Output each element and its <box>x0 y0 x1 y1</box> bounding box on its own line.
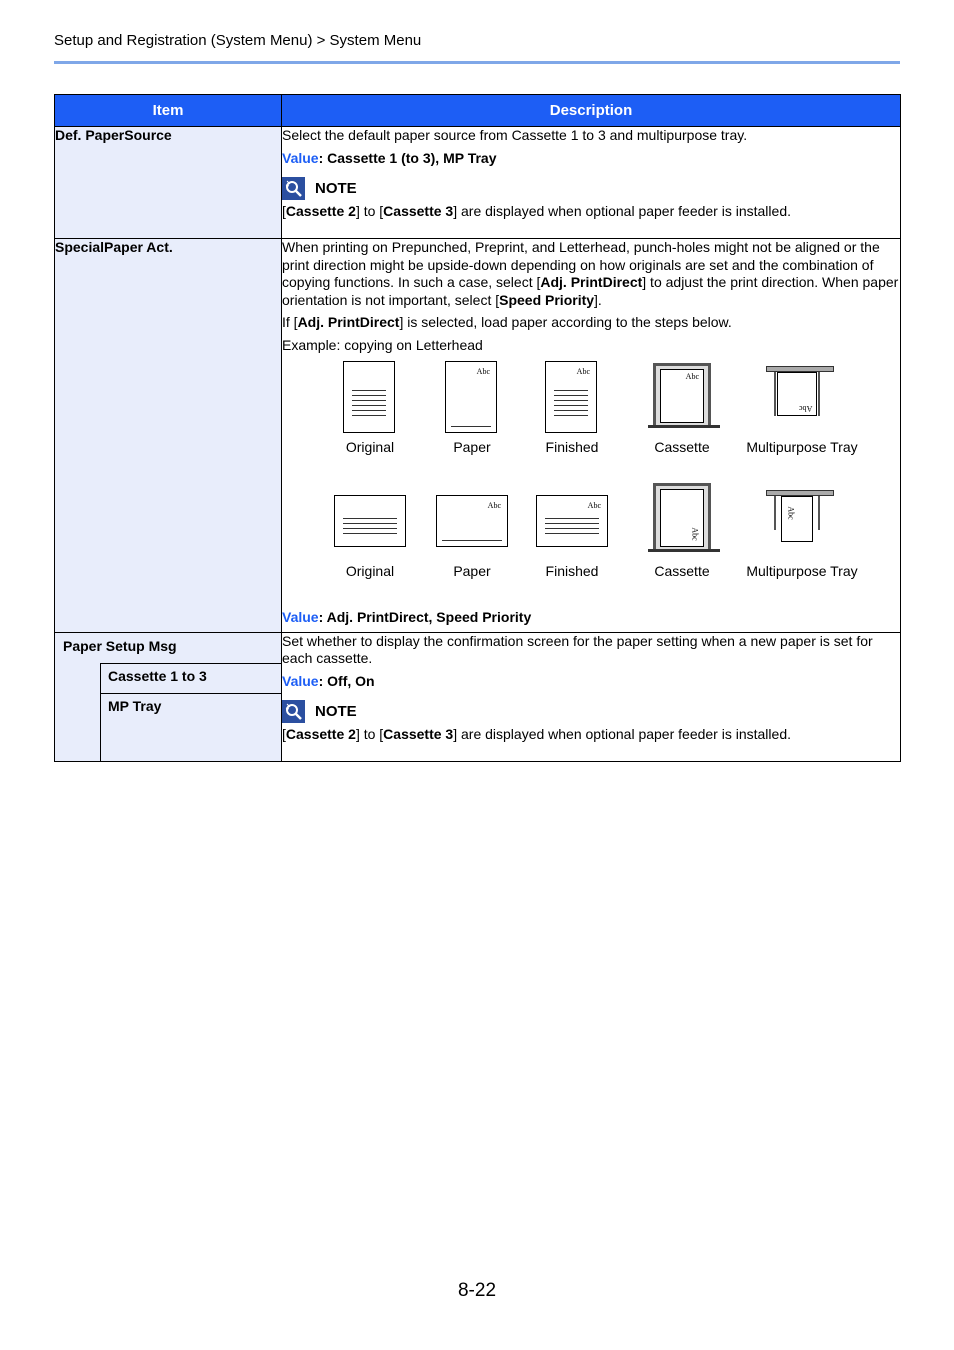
figure-finished <box>512 483 632 579</box>
figure-caption: Multipurpose Tray <box>746 563 858 579</box>
value-text: : Cassette 1 (to 3), MP Tray <box>318 149 497 166</box>
note-heading <box>282 177 900 200</box>
original-sheet-illustration <box>343 361 395 433</box>
description-text: Select the default paper source from Cassette 1 to 3 and multipurpose tray. <box>282 127 748 143</box>
description-text: Set whether to display the confirmation screen for the paper setting when a new paper is set for each cassette. <box>282 632 873 666</box>
figure-multipurpose-tray <box>742 483 862 579</box>
settings-table <box>54 94 901 762</box>
example-text: Example: copying on Letterhead <box>282 336 483 353</box>
paper-sheet-illustration: Abc <box>436 495 508 547</box>
value-text: : Adj. PrintDirect, Speed Priority <box>318 609 532 625</box>
mp-tray-illustration: Abc <box>742 483 862 559</box>
paper-sheet-illustration: Abc <box>445 361 497 433</box>
description-text: When printing on Prepunched, Preprint, and Letterhead, punch-holes might not be aligned or the print direction might be upside-down depending on how originals are set and the combination of copying functions. In such a case, select [Adj. PrintDirect] to adjust the print direction. When paper orientation is not important, select [Speed Priority]. <box>282 239 899 308</box>
figure-caption: Cassette <box>654 563 710 579</box>
figure-row-portrait <box>282 359 900 477</box>
figure-caption: Paper <box>453 439 491 455</box>
note-icon <box>282 177 305 200</box>
instruction-text: If [Adj. PrintDirect] is selected, load paper according to the steps below. <box>282 314 732 330</box>
item-paper-setup-cell <box>55 632 282 761</box>
table-row <box>55 127 901 239</box>
note-title: NOTE <box>315 702 357 720</box>
item-def-papersource: Def. PaperSource <box>55 127 282 239</box>
value-text: : Off, On <box>318 672 375 689</box>
column-header-description: Description <box>282 95 901 127</box>
figure-finished <box>512 359 632 455</box>
item-specialpaper-act: SpecialPaper Act. <box>55 239 282 633</box>
figure-row-landscape <box>282 483 900 601</box>
figure-multipurpose-tray <box>742 359 862 455</box>
page-number: 8-22 <box>457 1280 497 1301</box>
original-sheet-illustration <box>334 495 406 547</box>
note-icon <box>282 700 305 723</box>
cassette-illustration: Abc <box>622 483 742 559</box>
mp-tray-illustration: Abc <box>742 359 862 435</box>
sub-item-cassette: Cassette 1 to 3 <box>100 663 281 693</box>
value-line <box>282 609 900 627</box>
figure-cassette <box>622 359 742 455</box>
sub-item-mp-tray: MP Tray <box>100 693 281 761</box>
value-line <box>282 150 900 168</box>
figure-caption: Cassette <box>654 439 710 455</box>
figure-caption: Finished <box>545 439 599 455</box>
figure-caption: Original <box>345 563 395 579</box>
cassette-illustration: Abc <box>622 359 742 435</box>
figure-caption: Multipurpose Tray <box>746 439 858 455</box>
figure-caption: Paper <box>453 563 491 579</box>
value-label: Value <box>282 149 319 166</box>
description-cell <box>282 632 901 761</box>
value-line <box>282 673 900 691</box>
description-cell <box>282 127 901 239</box>
value-label: Value <box>282 609 319 625</box>
note-title: NOTE <box>315 179 357 197</box>
breadcrumb: Setup and Registration (System Menu) > System Menu <box>54 32 422 49</box>
item-paper-setup-msg: Paper Setup Msg <box>55 633 281 663</box>
description-cell <box>282 239 901 633</box>
value-label: Value <box>282 672 319 689</box>
header-rule <box>54 61 900 64</box>
figure-caption: Original <box>345 439 395 455</box>
table-row <box>55 632 901 761</box>
note-text: [Cassette 2] to [Cassette 3] are displayed when optional paper feeder is installed. <box>282 726 791 742</box>
finished-sheet-illustration: Abc <box>545 361 597 433</box>
figure-caption: Finished <box>545 563 599 579</box>
figure-cassette <box>622 483 742 579</box>
table-row <box>55 239 901 633</box>
note-text: [Cassette 2] to [Cassette 3] are displayed when optional paper feeder is installed. <box>282 203 791 219</box>
finished-sheet-illustration: Abc <box>536 495 608 547</box>
column-header-item: Item <box>55 95 282 127</box>
note-heading <box>282 700 900 723</box>
